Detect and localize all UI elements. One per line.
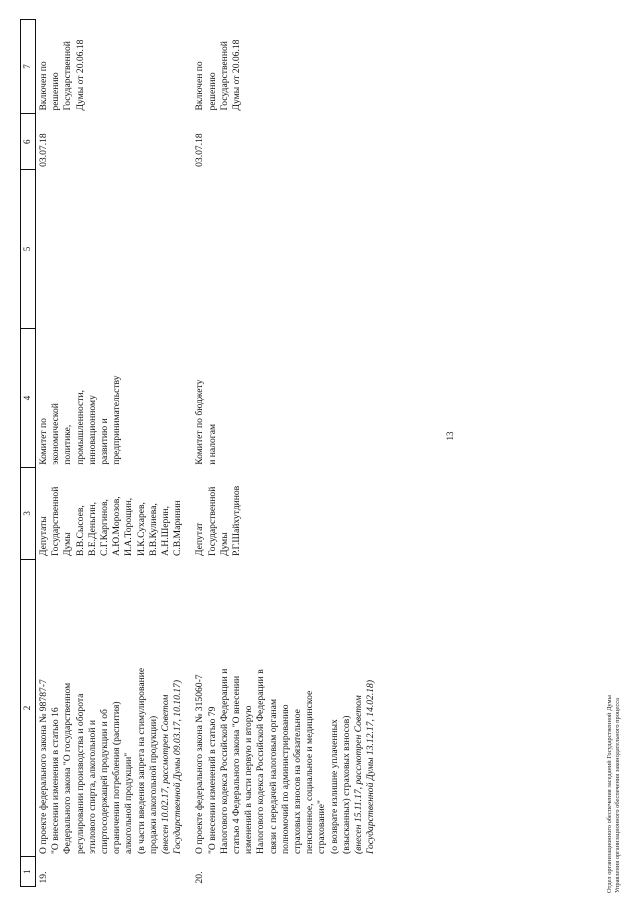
bill-committee: Комитет по экономической политике, промышленности, инновационному развитию и предпринимательству xyxy=(38,375,123,465)
col5-cell xyxy=(186,170,379,328)
bill-authors: Депутаты Государственной Думы В.В.Сысоев, В.Е.Деньгин, С.Г.Каргинов, А.Ю.Морозов, И.А.Торощин, И.К.Сухарев, В.В.Кулиева, А.Н.Шерин, С.В.Маринин xyxy=(38,486,184,557)
table-row xyxy=(36,20,187,887)
bill-title: О проекте федерального закона № 315060-7 "О внесении изменений в статью 79 Налогового кодекса Российской Федерации и статью 4 Федерального закона "О внесении изменений в части первую и вторую Налогового кодекса Российской Федерации в связи с передачей налоговым органам полномочий по администрированию страховых взносов на обязательное пенсионное, социальное и медицинское страхование" (о возврате излишне уплаченных (взысканных) страховых взносов) xyxy=(194,668,352,854)
col5-cell xyxy=(36,170,187,328)
header-col-7: 7 xyxy=(21,20,36,114)
bill-date: 03.07.18 xyxy=(194,133,206,167)
page-number: 13 xyxy=(445,431,455,441)
header-col-5: 5 xyxy=(21,170,36,328)
bill-title-cell xyxy=(186,559,379,857)
bill-authors: Депутат Государственной Думы Р.Г.Шайхутдинов xyxy=(194,485,243,557)
table-row xyxy=(186,20,379,887)
bill-title: О проекте федерального закона № 98787-7 "О внесении изменения в статью 16 Федерального закона "О государственном регулировании производства и оборота этилового спирта, алкогольной и спиртосодержащей продукции и об ограничении потребления (распития) алкогольной продукции" (в части введения запрета на стимулирование продажи алкогольной продукции) xyxy=(38,667,159,854)
header-col-2: 2 xyxy=(21,559,36,857)
table-header-row xyxy=(21,20,36,887)
header-col-6: 6 xyxy=(21,114,36,170)
footer-line-2: Управления организационного обеспечения законодательного процесса xyxy=(614,698,621,893)
header-col-4: 4 xyxy=(21,328,36,468)
bill-committee: Комитет по бюджету и налогам xyxy=(194,379,218,465)
footer-line-1: Отдел организационного обеспечения заседаний Государственной Думы xyxy=(606,695,613,893)
header-col-3: 3 xyxy=(21,468,36,559)
bill-title-cell xyxy=(36,559,187,857)
bill-decision: Включен по решению Государственной Думы от 20.06.18 xyxy=(38,39,86,111)
bills-table xyxy=(20,19,379,887)
header-col-1: 1 xyxy=(21,857,36,887)
bill-decision: Включен по решению Государственной Думы от 20.06.18 xyxy=(194,39,243,111)
row-number: 20. xyxy=(194,871,206,884)
bill-note: (внесен 10.02.17, рассмотрен Советом Государственной Думы 09.03.17, 10.10.17) xyxy=(160,679,184,854)
row-number: 19. xyxy=(38,871,49,884)
bill-note: (внесен 15.11.17, рассмотрен Советом Государственной Думы 13.12.17, 14.02.18) xyxy=(353,679,377,854)
bill-date: 03.07.18 xyxy=(38,133,49,167)
footer xyxy=(606,695,622,893)
